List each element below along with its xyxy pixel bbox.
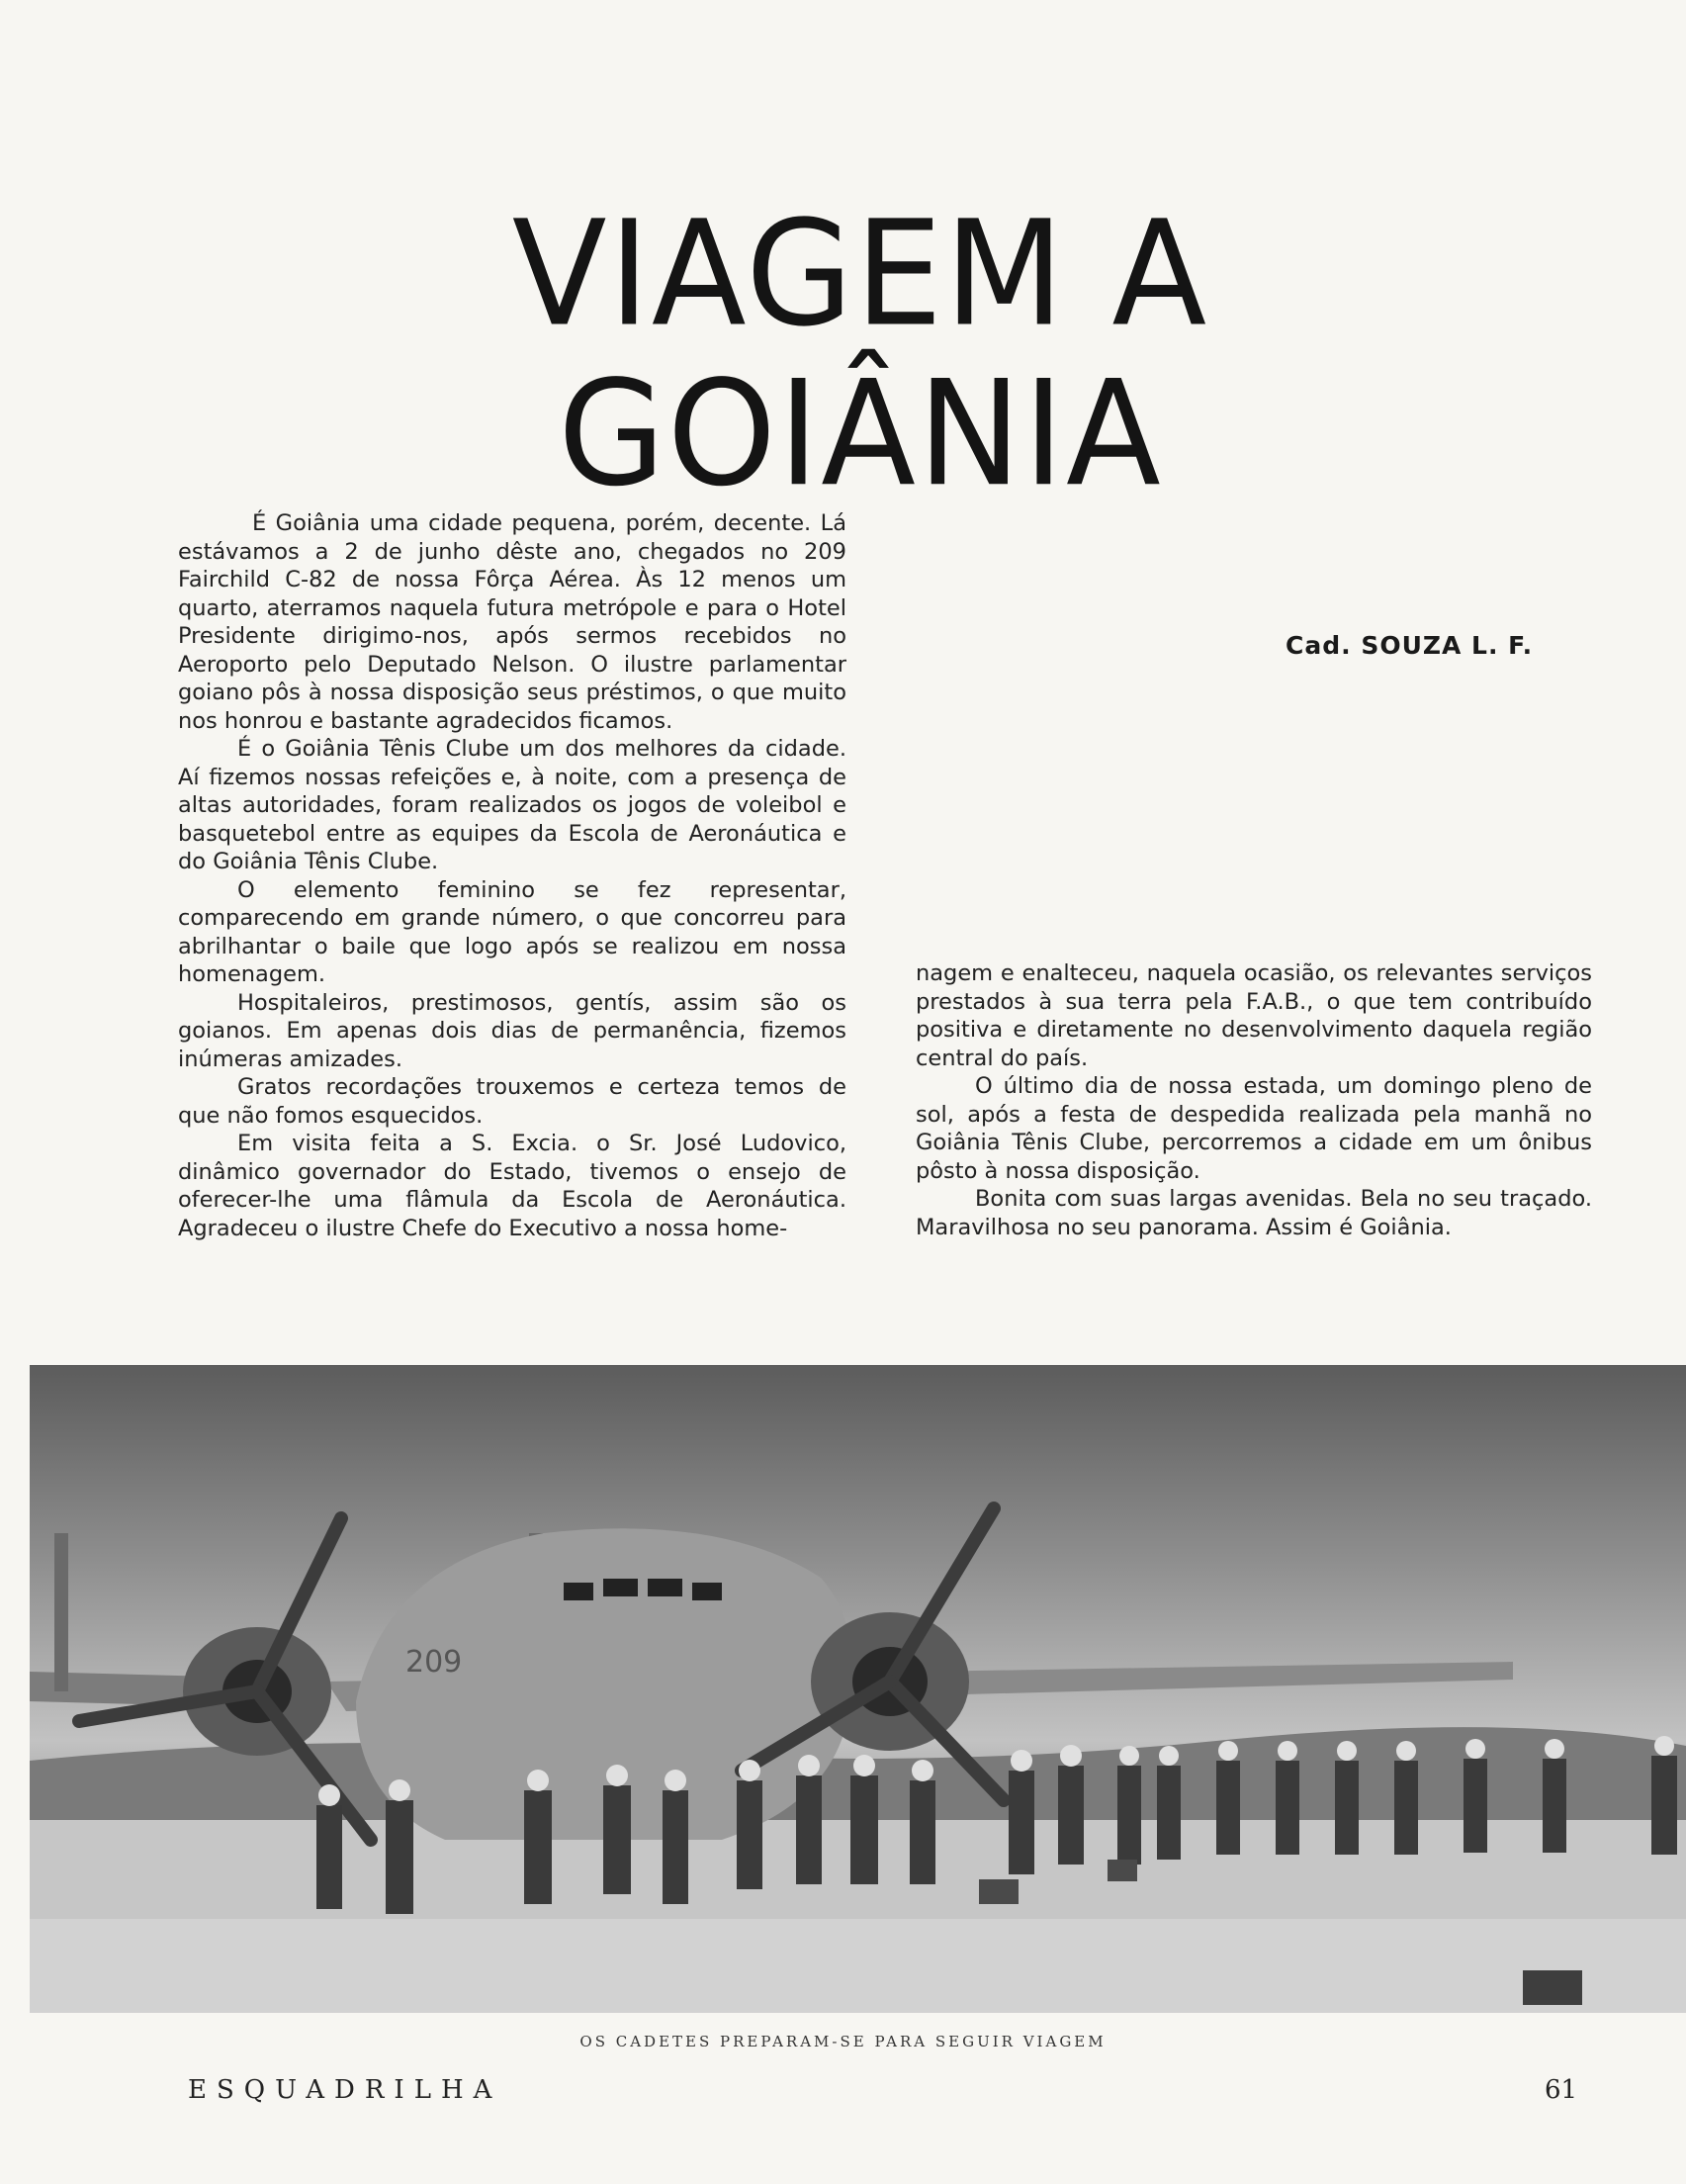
- author-byline: Cad. SOUZA L. F.: [1286, 631, 1534, 660]
- paragraph: É Goiânia uma cidade pequena, porém, decente. Lá estávamos a 2 de junho dêste ano, chegados no 209 Fairchild C-82 de nossa Fôrça Aérea. Às 12 menos um quarto, aterramos naquela futura metrópole e para o Hotel Presidente dirigimo-nos, após sermos recebidos no Aeroporto pelo Deputado Nelson. O ilustre parlamentar goiano pôs à nossa disposição seus préstimos, o que muito nos honrou e bastante agradecidos ficamos.: [178, 510, 846, 734]
- paragraph: Gratos recordações trouxemos e certeza temos de que não fomos esquecidos.: [178, 1074, 846, 1129]
- left-text-column: [178, 509, 846, 1242]
- aircraft-photo: [30, 1365, 1686, 2013]
- paragraph: O elemento feminino se fez representar, comparecendo em grande número, o que concorreu para abrilhantar o baile que logo após se realizou em nossa homenagem.: [178, 876, 846, 987]
- article-title: VIAGEM A GOIÂNIA: [511, 190, 1209, 519]
- paragraph: É o Goiânia Tênis Clube um dos melhores da cidade. Aí fizemos nossas refeições e, à noite, com a presença de altas autoridades, foram realizados os jogos de voleibol e basquetebol entre as equipes da Escola de Aeronáutica e do Goiânia Tênis Clube.: [178, 736, 846, 874]
- paragraph: Em visita feita a S. Excia. o Sr. José Ludovico, dinâmico governador do Estado, tivemos o ensejo de oferecer-lhe uma flâmula da Escola de Aeronáutica. Agradeceu o ilustre Chefe do Executivo a nossa home-: [178, 1131, 846, 1241]
- paragraph: nagem e enalteceu, naquela ocasião, os relevantes serviços prestados à sua terra pela F.A.B., o que tem contribuído positiva e diretamente no desenvolvimento daquela região central do país.: [916, 960, 1592, 1071]
- page-number: 61: [1545, 2075, 1578, 2105]
- paragraph: Bonita com suas largas avenidas. Bela no seu traçado. Maravilhosa no seu panorama. Assim é Goiânia.: [916, 1186, 1592, 1240]
- magazine-name: ESQUADRILHA: [188, 2075, 502, 2105]
- right-text-column: [916, 959, 1592, 1241]
- tail-number: 209: [405, 1645, 463, 1680]
- paragraph: Hospitaleiros, prestimosos, gentís, assim são os goianos. Em apenas dois dias de permanência, fizemos inúmeras amizades.: [178, 989, 846, 1072]
- paragraph: O último dia de nossa estada, um domingo pleno de sol, após a festa de despedida realizada pela manhã no Goiânia Tênis Clube, percorremos a cidade em um ônibus pôsto à nossa disposição.: [916, 1073, 1592, 1184]
- photo-caption: OS CADETES PREPARAM-SE PARA SEGUIR VIAGEM: [579, 2033, 1107, 2050]
